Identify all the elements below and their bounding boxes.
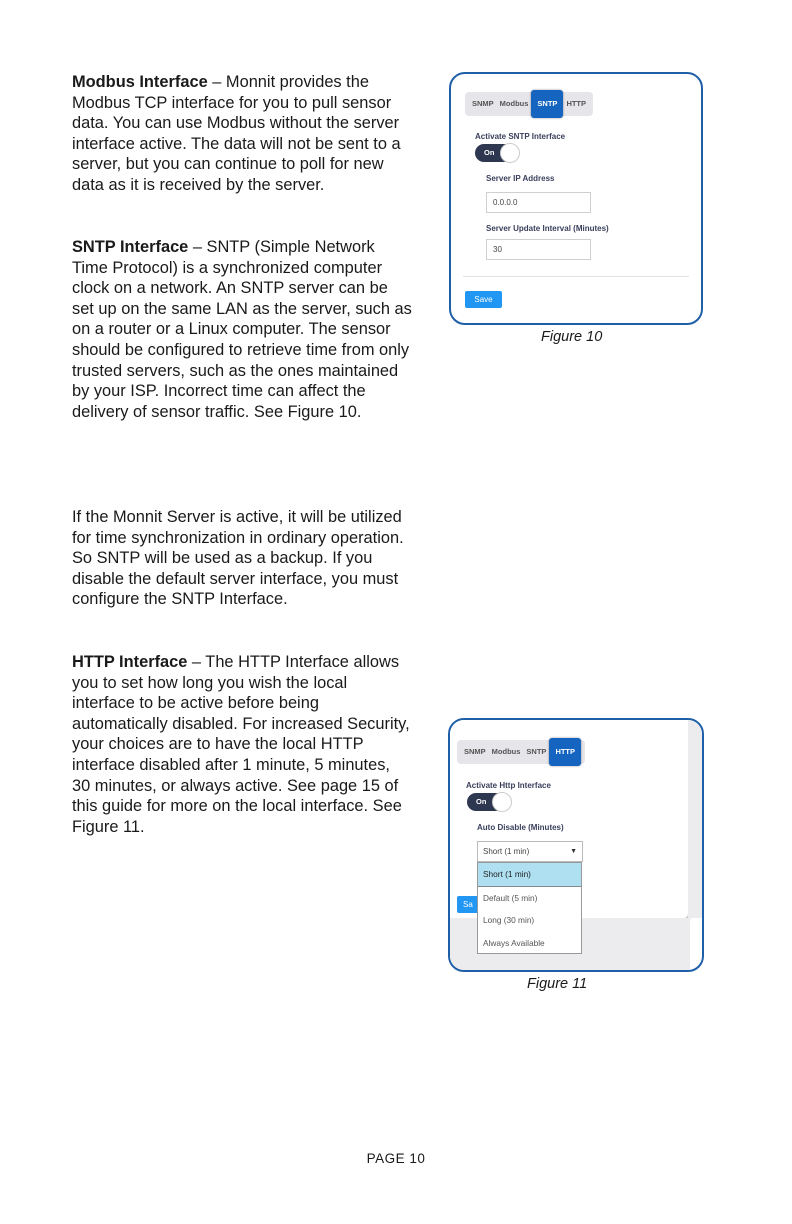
toggle-knob — [500, 143, 520, 163]
figure-10-screenshot — [449, 72, 703, 325]
http-toggle[interactable] — [467, 793, 511, 811]
caret-down-icon: ▼ — [570, 848, 577, 855]
sntp-tab-bar — [465, 92, 593, 116]
page-background-right — [688, 720, 702, 918]
save-button[interactable]: Save — [465, 291, 502, 308]
server-ip-input[interactable]: 0.0.0.0 — [486, 192, 591, 213]
monnit-server-text: If the Monnit Server is active, it will be utilized for time synchronization in ordinary operation. So SNTP will be used as a backup. If you disable the default server interface, you must configure the SNTP Interface. — [72, 508, 404, 609]
figure-11-caption: Figure 11 — [527, 976, 588, 992]
server-ip-label: Server IP Address — [486, 174, 555, 183]
figure-10-caption: Figure 10 — [541, 329, 603, 345]
option-default[interactable]: Default (5 min) — [483, 892, 538, 903]
activate-http-label: Activate Http Interface — [466, 781, 551, 790]
page-number: PAGE 10 — [366, 1151, 426, 1166]
option-long[interactable]: Long (30 min) — [483, 915, 535, 925]
tab-http[interactable]: HTTP — [566, 99, 587, 108]
tab-sntp[interactable]: SNTP — [531, 90, 563, 118]
tab-modbus[interactable]: Modbus — [499, 99, 529, 108]
sntp-body: – SNTP (Simple Network Time Protocol) is a synchronized computer clock on a network. An SNTP server can be set up on the same LAN as the server, such as on a router or a Linux computer. The sensor should be configured to retrieve time from only trusted servers, such as the ones maintained by your ISP. Incorrect time can affect the delivery of sensor traffic. See Figure 10. — [72, 238, 412, 421]
tab-snmp[interactable]: SNMP — [472, 99, 494, 108]
save-button-partial[interactable]: Sa — [457, 896, 479, 913]
update-interval-input[interactable]: 30 — [486, 239, 591, 260]
modbus-heading: Modbus Interface — [72, 73, 208, 91]
modbus-paragraph — [72, 72, 412, 196]
tab-http[interactable]: HTTP — [549, 738, 581, 766]
divider — [463, 276, 689, 277]
tab-snmp[interactable]: SNMP — [464, 747, 486, 756]
tab-sntp[interactable]: SNTP — [526, 747, 547, 756]
modbus-body: – Monnit provides the Modbus TCP interface for you to pull sensor data. You can use Modbus without the server interface active. The data will not be sent to a server, but you can continue to poll for new data as it is received by the server. — [72, 73, 401, 194]
toggle-knob — [492, 792, 512, 812]
http-heading: HTTP Interface — [72, 653, 188, 671]
update-interval-label: Server Update Interval (Minutes) — [486, 224, 609, 233]
tab-modbus[interactable]: Modbus — [491, 747, 521, 756]
sntp-toggle[interactable] — [475, 144, 519, 162]
auto-disable-select[interactable] — [477, 841, 583, 862]
auto-disable-dropdown — [477, 862, 582, 954]
auto-disable-label: Auto Disable (Minutes) — [477, 823, 564, 832]
selected-value: Short (1 min) — [483, 847, 530, 856]
activate-sntp-label: Activate SNTP Interface — [475, 132, 566, 141]
http-tab-bar — [457, 740, 585, 764]
option-short[interactable]: Short (1 min) — [478, 863, 581, 887]
sntp-paragraph — [72, 237, 412, 422]
toggle-on-label: On — [484, 148, 495, 157]
sntp-heading: SNTP Interface — [72, 238, 189, 256]
http-paragraph — [72, 652, 412, 837]
toggle-on-label: On — [476, 797, 487, 806]
http-body: – The HTTP Interface allows you to set how long you wish the local interface to be active before being automatically disabled. For increased Security, your choices are to have the local HTTP interface disabled after 1 minute, 5 minutes, 30 minutes, or always active. See page 15 of this guide for more on the local interface. See Figure 11. — [72, 653, 410, 836]
figure-11-screenshot — [448, 718, 704, 972]
option-always[interactable]: Always Available — [483, 937, 545, 948]
monnit-server-paragraph — [72, 507, 412, 610]
